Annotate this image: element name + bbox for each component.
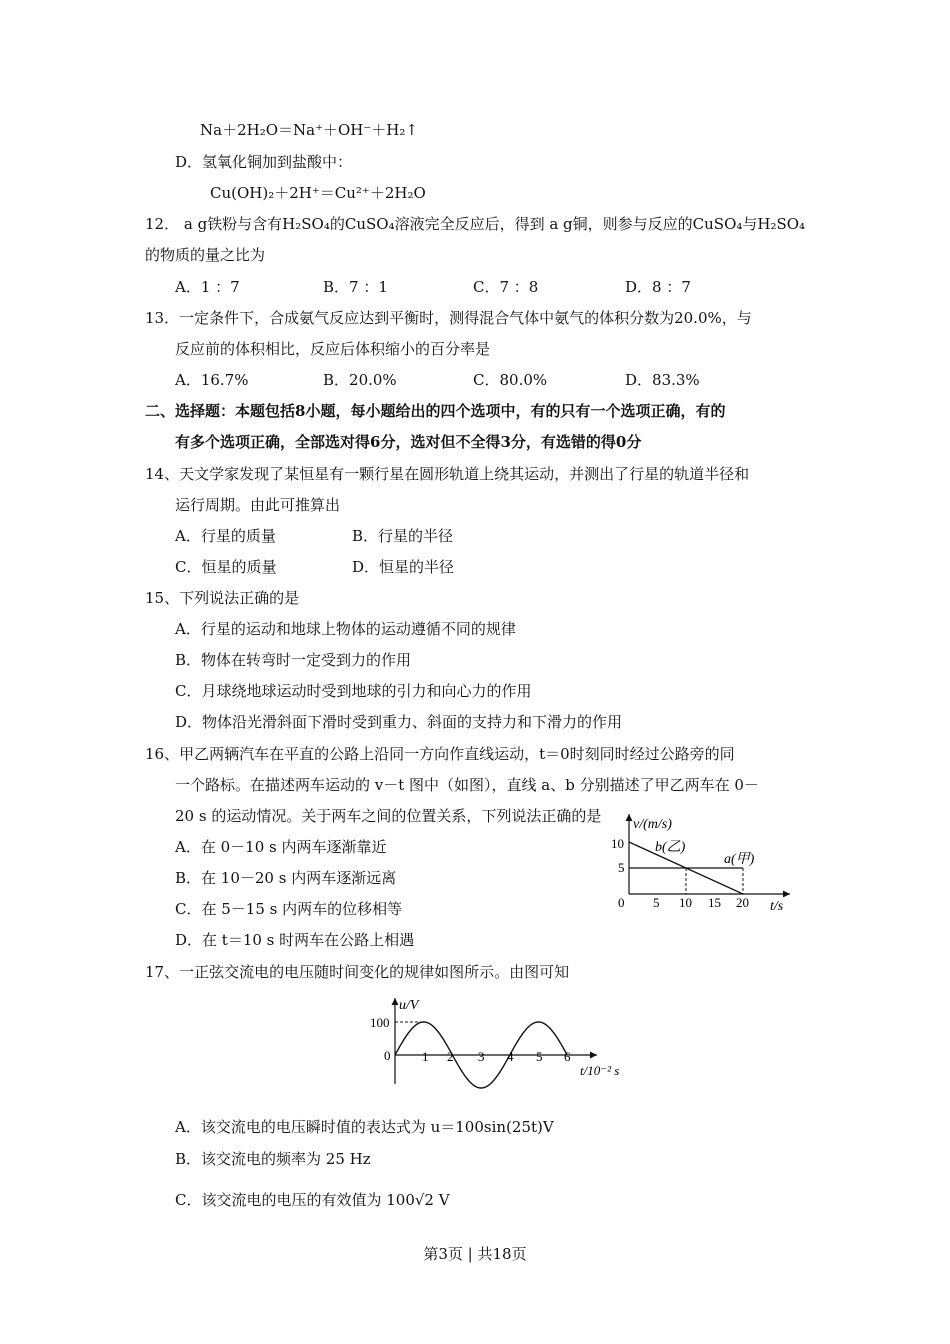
q14-option-c: C．恒星的质量 (175, 558, 277, 576)
vt-xtick-10: 10 (679, 895, 692, 910)
q13-option-a: A．16.7% (175, 371, 249, 389)
q12-option-a: A．1 ：7 (175, 278, 240, 296)
q15-option-c: C．月球绕地球运动时受到地球的引力和向心力的作用 (175, 682, 532, 700)
vt-origin: 0 (618, 895, 625, 910)
q17-option-b: B．该交流电的频率为 25 Hz (175, 1150, 371, 1168)
q14-line2: 运行周期。由此可推算出 (175, 496, 341, 514)
ac-xtick-3: 3 (478, 1049, 485, 1064)
q15-option-a: A．行星的运动和地球上物体的运动遵循不同的规律 (175, 620, 516, 638)
q13-option-c: C．80.0% (473, 371, 548, 389)
vt-ytick-5: 5 (618, 860, 625, 875)
q13-line1: 13．一定条件下，合成氨气反应达到平衡时，测得混合气体中氨气的体积分数为20.0%，与 (145, 309, 752, 327)
q16-line2: 一个路标。在描述两车运动的 v－t 图中（如图），直线 a、b 分别描述了甲乙两车在 0－ (175, 776, 759, 794)
q15-stem: 15、下列说法正确的是 (145, 589, 300, 607)
vt-label-b: b(乙) (655, 840, 686, 855)
q16-option-b: B．在 10－20 s 内两车逐渐远离 (175, 869, 397, 887)
q16-option-d: D．在 t＝10 s 时两车在公路上相遇 (175, 931, 415, 949)
vt-xtick-5: 5 (653, 895, 660, 910)
q16-option-c: C．在 5－15 s 内两车的位移相等 (175, 900, 403, 918)
ac-amplitude-label: 100 (370, 1015, 390, 1030)
q14-option-d: D．恒星的半径 (352, 558, 455, 576)
q15-option-b: B．物体在转弯时一定受到力的作用 (175, 651, 412, 669)
ac-xtick-1: 1 (422, 1049, 429, 1064)
option-d-label: D．氢氧化铜加到盐酸中： (175, 153, 353, 171)
vt-ytick-10: 10 (611, 836, 624, 851)
q12-line2: 的物质的量之比为 (145, 246, 266, 264)
q17-option-a: A．该交流电的电压瞬时值的表达式为 u＝100sin(25t)V (175, 1118, 554, 1136)
q16-line1: 16、甲乙两辆汽车在平直的公路上沿同一方向作直线运动，t＝0时刻同时经过公路旁的同 (145, 745, 735, 763)
ac-xtick-6: 6 (564, 1049, 571, 1064)
section2-heading-line1: 二、选择题：本题包括8小题，每小题给出的四个选项中，有的只有一个选项正确，有的 (145, 402, 726, 420)
q12-option-d: D．8 ：7 (625, 278, 691, 296)
q12-option-b: B．7 ：1 (323, 278, 388, 296)
vt-label-a: a(甲) (724, 852, 755, 867)
q14-option-a: A．行星的质量 (175, 527, 276, 545)
q12-line1: 12． a g铁粉与含有H₂SO₄的CuSO₄溶液完全反应后，得到 a g铜，则参与反应的CuSO₄与H₂SO₄ (145, 215, 806, 233)
vt-xtick-15: 15 (708, 895, 721, 910)
equation-cu: Cu(OH)₂＋2H⁺＝Cu²⁺＋2H₂O (210, 184, 426, 202)
q15-option-d: D．物体沿光滑斜面下滑时受到重力、斜面的支持力和下滑力的作用 (175, 713, 623, 731)
ac-ylabel: u/V (399, 998, 419, 1013)
q13-line2: 反应前的体积相比，反应后体积缩小的百分率是 (175, 340, 491, 358)
ac-origin: 0 (384, 1048, 391, 1063)
q13-option-d: D．83.3% (625, 371, 700, 389)
vt-ylabel: v/(m/s) (633, 817, 672, 832)
q17-option-c: C．该交流电的电压的有效值为 100√2 V (175, 1191, 450, 1209)
q17-stem: 17、一正弦交流电的电压随时间变化的规律如图所示。由图可知 (145, 963, 570, 981)
vt-graph (600, 808, 800, 918)
ac-xtick-5: 5 (536, 1049, 543, 1064)
q16-option-a: A．在 0－10 s 内两车逐渐靠近 (175, 838, 387, 856)
q13-option-b: B．20.0% (323, 371, 397, 389)
q14-line1: 14、天文学家发现了某恒星有一颗行星在圆形轨道上绕其运动，并测出了行星的轨道半径和 (145, 465, 750, 483)
ac-xtick-2: 2 (447, 1049, 454, 1064)
q14-option-b: B．行星的半径 (352, 527, 454, 545)
section2-heading-line2: 有多个选项正确，全部选对得6分，选对但不全得3分，有选错的得0分 (175, 433, 642, 451)
q16-line3: 20 s 的运动情况。关于两车之间的位置关系，下列说法正确的是 (175, 807, 602, 825)
q12-option-c: C．7 ：8 (473, 278, 539, 296)
equation-na: Na＋2H₂O＝Na⁺＋OH⁻＋H₂↑ (200, 121, 418, 139)
ac-xlabel: t/10⁻² s (580, 1063, 620, 1078)
page-footer: 第3页 | 共18页 (423, 1245, 527, 1263)
vt-xlabel: t/s (770, 899, 784, 914)
ac-xtick-4: 4 (507, 1049, 514, 1064)
ac-graph (365, 992, 635, 1092)
vt-xtick-20: 20 (736, 895, 749, 910)
